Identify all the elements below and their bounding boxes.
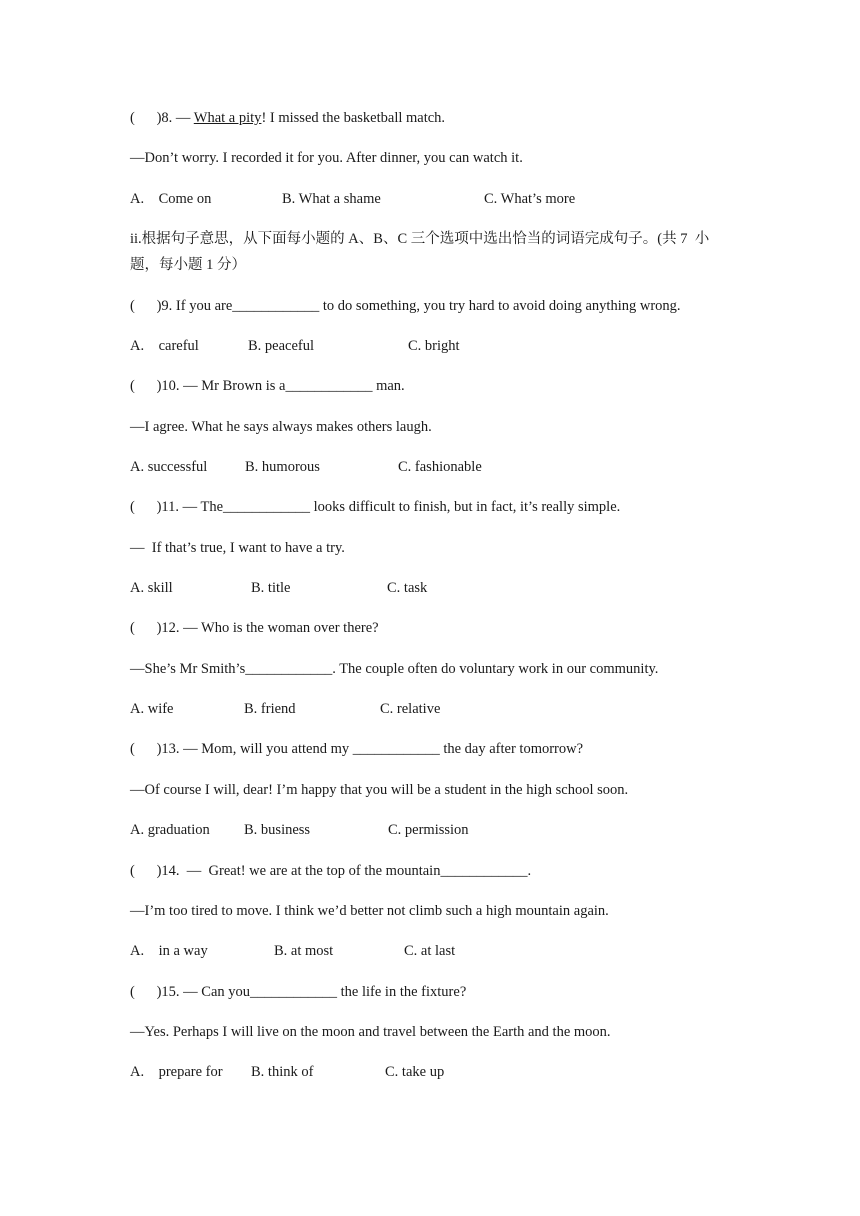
- q8-question: [130, 109, 445, 127]
- q8-option-a: A. Come on: [130, 191, 212, 207]
- q9-option-a: A. careful: [130, 338, 199, 354]
- q10-question: ( )10. — Mr Brown is a____________ man.: [130, 378, 405, 394]
- section-heading-cont: 题，每小题 1 分）: [130, 257, 246, 273]
- section-heading: ii.根据句子意思，从下面每小题的 A、B、C 三个选项中选出恰当的词语完成句子。(共 7 小: [130, 231, 710, 247]
- q8-option-b: B. What a shame: [282, 191, 381, 207]
- q15-option-c: C. take up: [385, 1064, 445, 1080]
- q8-option-c: C. What’s more: [484, 191, 576, 207]
- q8-reply: —Don’t worry. I recorded it for you. After dinner, you can watch it.: [130, 150, 523, 166]
- q12-option-a: A. wife: [130, 701, 174, 717]
- q10-reply: —I agree. What he says always makes others laugh.: [130, 419, 432, 435]
- q8-underlined-phrase: What a pity: [193, 110, 262, 126]
- q11-reply: — If that’s true, I want to have a try.: [130, 540, 345, 556]
- q13-question: ( )13. — Mom, will you attend my ____________ the day after tomorrow?: [130, 741, 584, 757]
- q15-option-b: B. think of: [251, 1064, 314, 1080]
- q11-option-b: B. title: [251, 580, 291, 596]
- q8-rest: ! I missed the basketball match.: [261, 110, 446, 126]
- q10-option-c: C. fashionable: [398, 459, 482, 475]
- q10-option-a: A. successful: [130, 459, 208, 475]
- q11-option-c: C. task: [387, 580, 428, 596]
- q8-prefix: ( )8. —: [130, 110, 194, 126]
- q15-reply: —Yes. Perhaps I will live on the moon and travel between the Earth and the moon.: [130, 1024, 611, 1040]
- q13-option-a: A. graduation: [130, 822, 210, 838]
- q14-reply: —I’m too tired to move. I think we’d better not climb such a high mountain again.: [130, 903, 609, 919]
- q15-question: ( )15. — Can you____________ the life in the fixture?: [130, 984, 467, 1000]
- q14-option-b: B. at most: [274, 943, 334, 959]
- q15-option-a: A. prepare for: [130, 1064, 223, 1080]
- q12-option-b: B. friend: [244, 701, 296, 717]
- q11-option-a: A. skill: [130, 580, 173, 596]
- q13-option-b: B. business: [244, 822, 311, 838]
- q11-question: ( )11. — The____________ looks difficult to finish, but in fact, it’s really simple.: [130, 499, 621, 515]
- q14-question: ( )14. — Great! we are at the top of the mountain____________.: [130, 863, 532, 879]
- q13-option-c: C. permission: [388, 822, 469, 838]
- q12-reply: —She’s Mr Smith’s____________. The couple often do voluntary work in our community.: [130, 661, 659, 677]
- q9-option-b: B. peaceful: [248, 338, 315, 354]
- q9-option-c: C. bright: [408, 338, 460, 354]
- q10-option-b: B. humorous: [245, 459, 320, 475]
- q14-option-a: A. in a way: [130, 943, 208, 959]
- q12-question: ( )12. — Who is the woman over there?: [130, 620, 379, 636]
- q14-option-c: C. at last: [404, 943, 456, 959]
- q9-question: ( )9. If you are____________ to do something, you try hard to avoid doing anything wrong.: [130, 298, 681, 314]
- q13-reply: —Of course I will, dear! I’m happy that you will be a student in the high school soon.: [130, 782, 629, 798]
- q12-option-c: C. relative: [380, 701, 441, 717]
